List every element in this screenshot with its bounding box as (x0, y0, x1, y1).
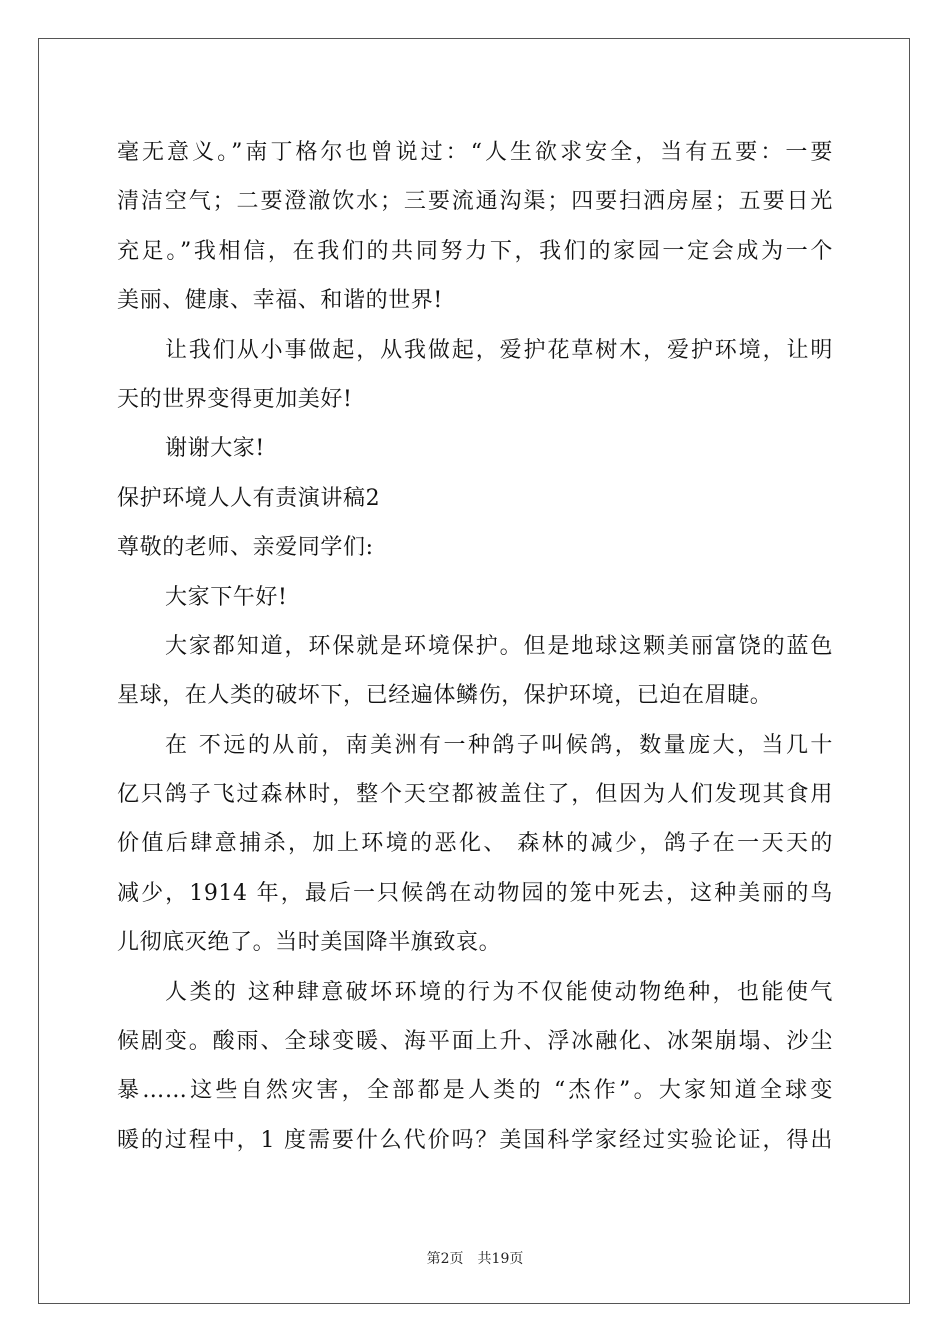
text-line: 谢谢大家! (165, 436, 265, 462)
text-line: 暖的过程中，1 度需要什么代价吗？美国科学家经过实验论证，得出 (117, 1127, 833, 1153)
text-line: 价值后肆意捕杀，加上环境的恶化、 森林的减少，鸽子在一天天的 (117, 831, 833, 857)
text-line: 充足。”我相信，在我们的共同努力下，我们的家园一定会成为一个 (117, 238, 833, 264)
text-line: 大家下午好! (165, 584, 288, 610)
text-line: 亿只鸽子飞过森林时，整个天空都被盖住了，但因为人们发现其食用 (117, 782, 833, 808)
text-line: 大家都知道，环保就是环境保护。但是地球这颗美丽富饶的蓝色 (165, 633, 833, 659)
text-line: 暴……这些自然灾害，全部都是人类的 “杰作”。大家知道全球变 (117, 1078, 833, 1104)
text-line: 尊敬的老师、亲爱同学们: (117, 535, 374, 561)
text-line: 让我们从小事做起，从我做起，爱护花草树木，爱护环境，让明 (165, 337, 833, 363)
text-line: 星球，在人类的破坏下，已经遍体鳞伤，保护环境，已迫在眉睫。 (117, 683, 773, 709)
page-footer (0, 1248, 950, 1268)
text-line: 人类的 这种肆意破坏环境的行为不仅能使动物绝种，也能使气 (165, 979, 833, 1005)
text-line: 减少，1914 年，最后一只候鸽在动物园的笼中死去，这种美丽的鸟 (117, 880, 833, 906)
document-body (117, 128, 833, 1165)
text-line: 清洁空气；二要澄澈饮水；三要流通沟渠；四要扫洒房屋；五要日光 (117, 189, 833, 215)
text-line: 候剧变。酸雨、全球变暖、海平面上升、浮冰融化、冰架崩塌、沙尘 (117, 1029, 833, 1055)
page-number: 第2页 (426, 1251, 464, 1267)
text-line: 儿彻底灭绝了。当时美国降半旗致哀。 (117, 930, 502, 956)
text-line: 天的世界变得更加美好! (117, 386, 353, 412)
total-pages: 共19页 (477, 1251, 524, 1267)
text-line: 在 不远的从前，南美洲有一种鸽子叫候鸽，数量庞大，当几十 (165, 732, 833, 758)
text-line: 保护环境人人有责演讲稿2 (117, 485, 381, 511)
text-line: 毫无意义。”南丁格尔也曾说过：“人生欲求安全，当有五要：一要 (117, 140, 833, 165)
text-line: 美丽、健康、幸福、和谐的世界! (117, 288, 443, 314)
